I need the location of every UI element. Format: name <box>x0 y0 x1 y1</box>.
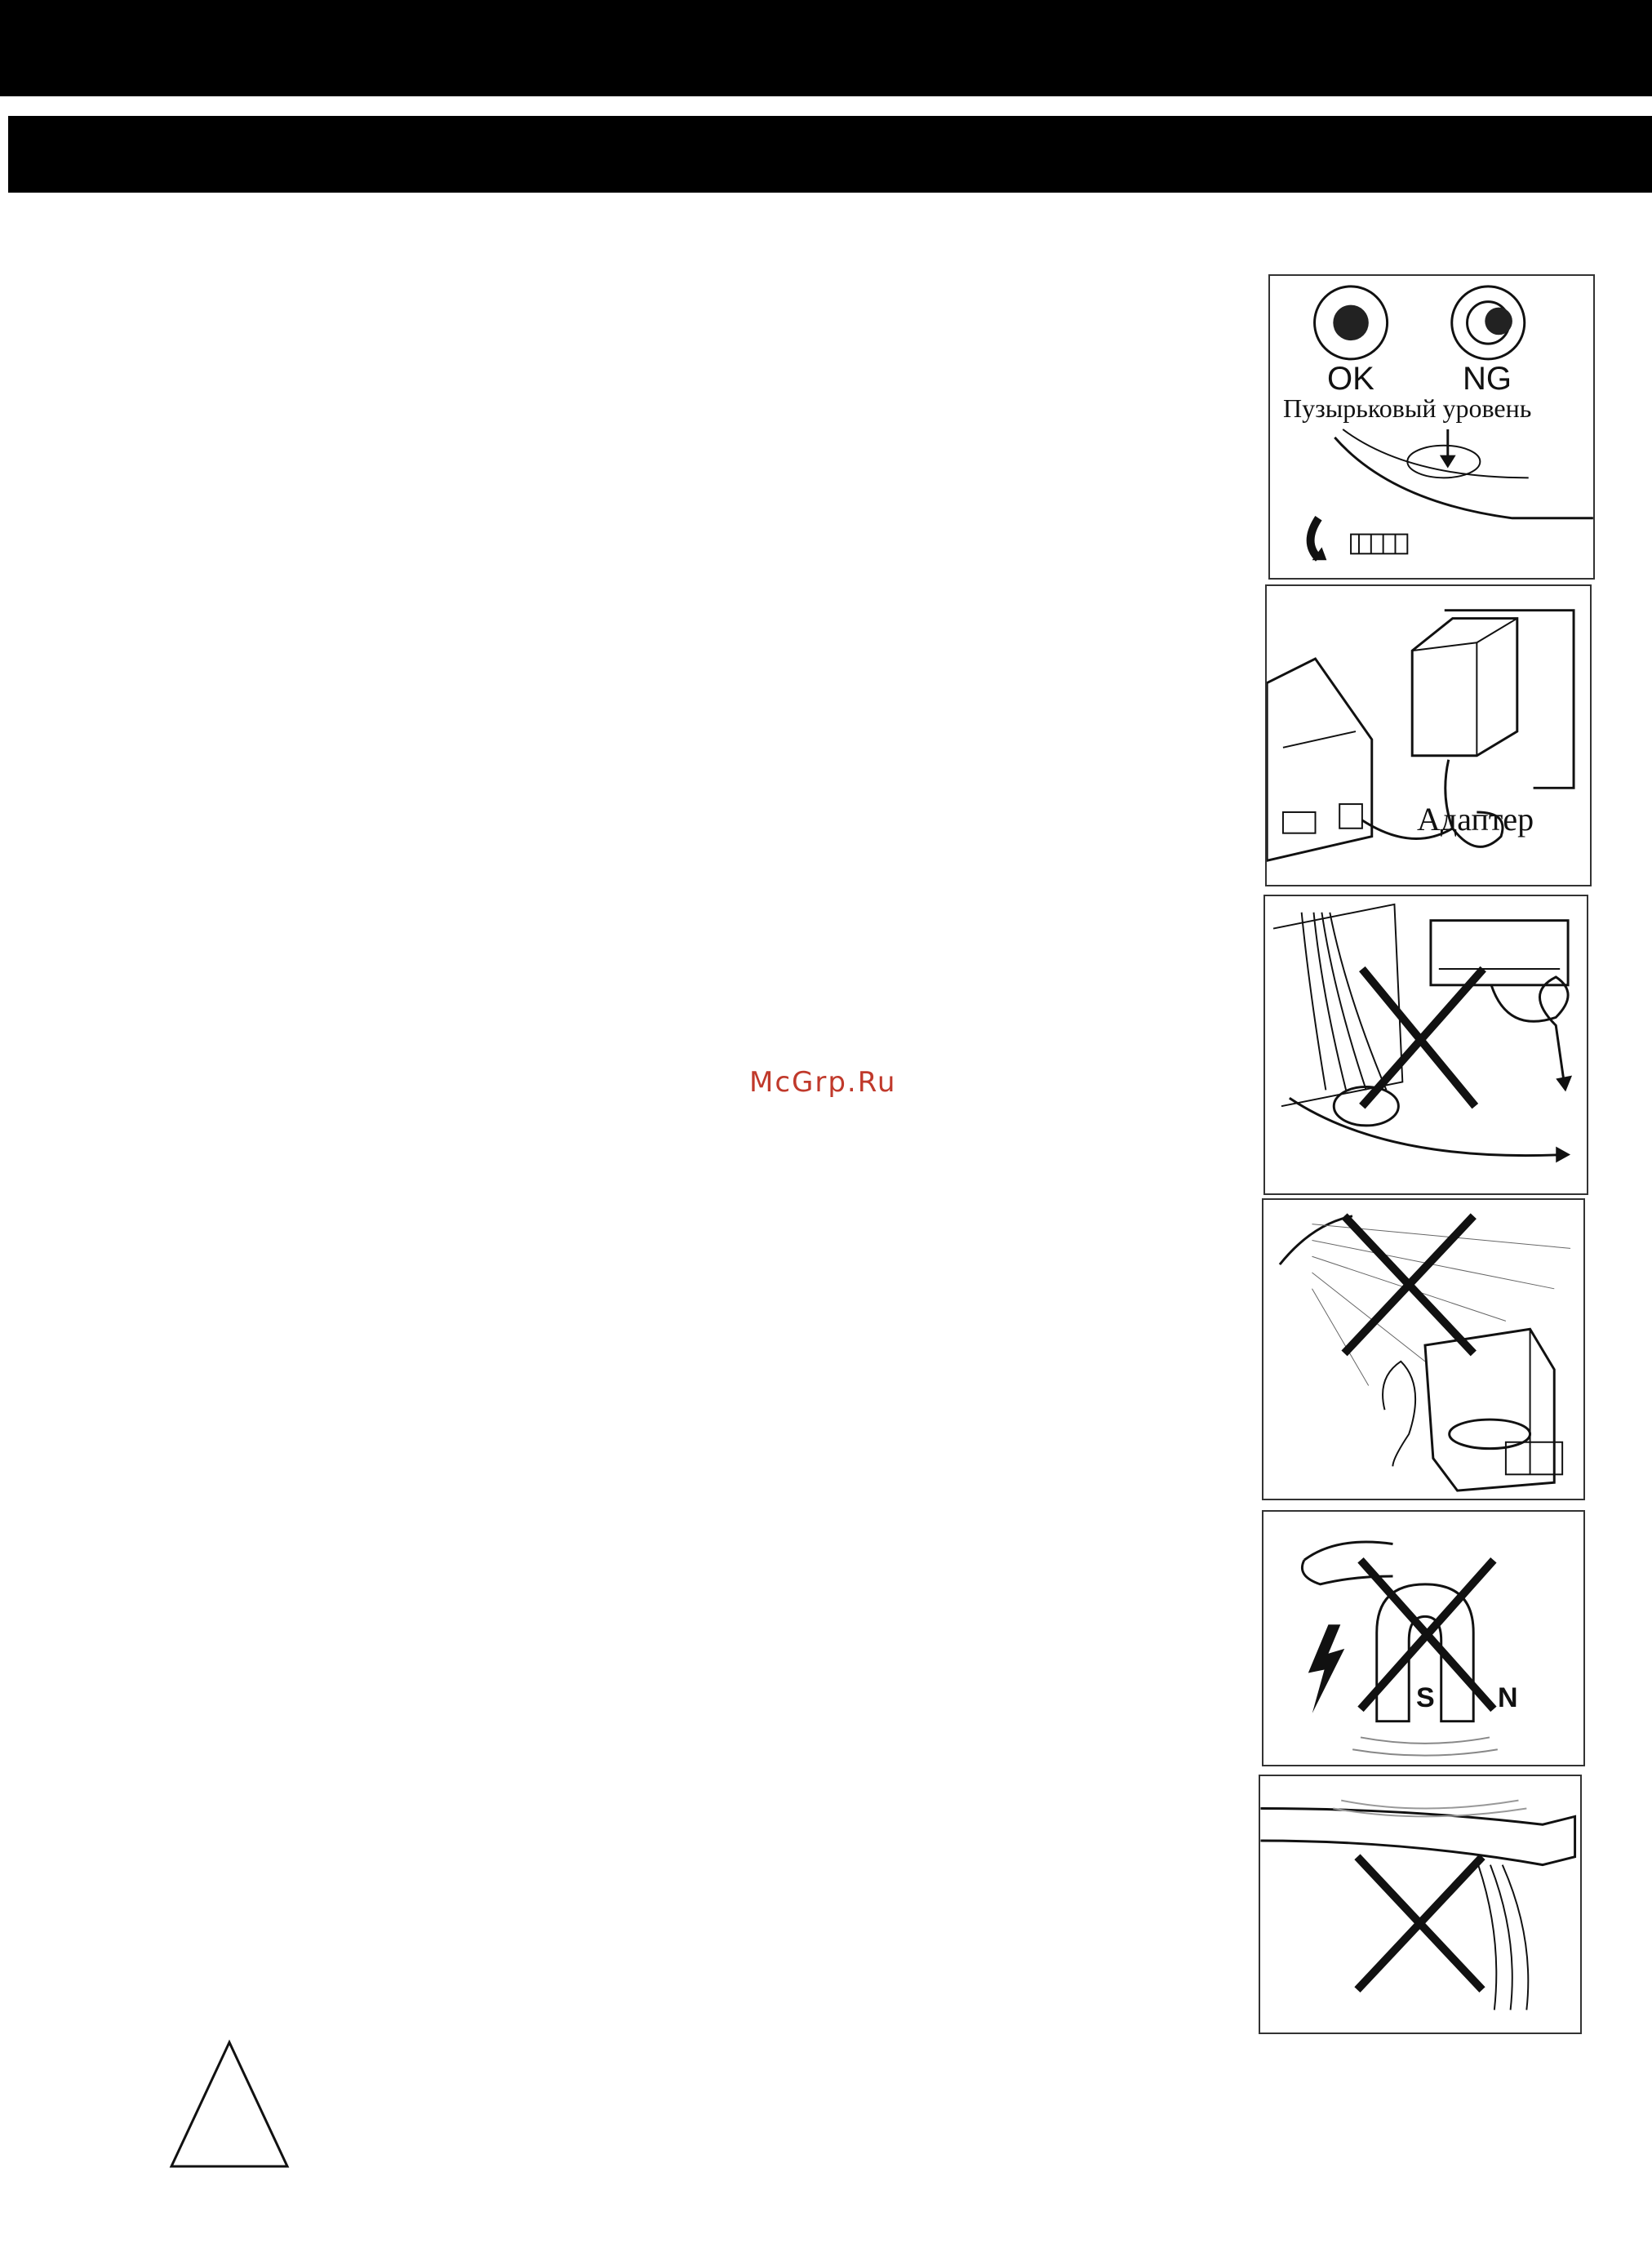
panel-air-draft <box>1263 895 1588 1195</box>
bubble-level-illustration <box>1270 276 1593 578</box>
air-draft-illustration <box>1265 896 1587 1193</box>
warning-triangle-icon <box>168 2039 291 2248</box>
magnet-static-illustration <box>1263 1512 1583 1765</box>
panel-sunlight <box>1262 1198 1585 1500</box>
top-header-bar <box>0 0 1652 96</box>
adapter-illustration <box>1267 586 1590 885</box>
panel-adapter <box>1265 584 1592 886</box>
unstable-table-illustration <box>1260 1776 1580 2033</box>
panel-magnet-static <box>1262 1510 1585 1766</box>
magnet-pole-s: S <box>1416 1682 1435 1713</box>
adapter-caption: Адаптер <box>1417 801 1534 837</box>
sunlight-illustration <box>1263 1200 1583 1499</box>
bubble-level-caption: Пузырьковый уровень <box>1283 393 1532 423</box>
ng-label: NG <box>1463 361 1512 397</box>
panel-unstable-table <box>1259 1775 1582 2034</box>
section-header-bar <box>8 116 1652 193</box>
panel-bubble-level <box>1268 274 1595 580</box>
magnet-pole-n: N <box>1498 1682 1518 1713</box>
watermark-text: McGrp.Ru <box>749 1066 897 1099</box>
ok-label: OK <box>1327 361 1374 397</box>
